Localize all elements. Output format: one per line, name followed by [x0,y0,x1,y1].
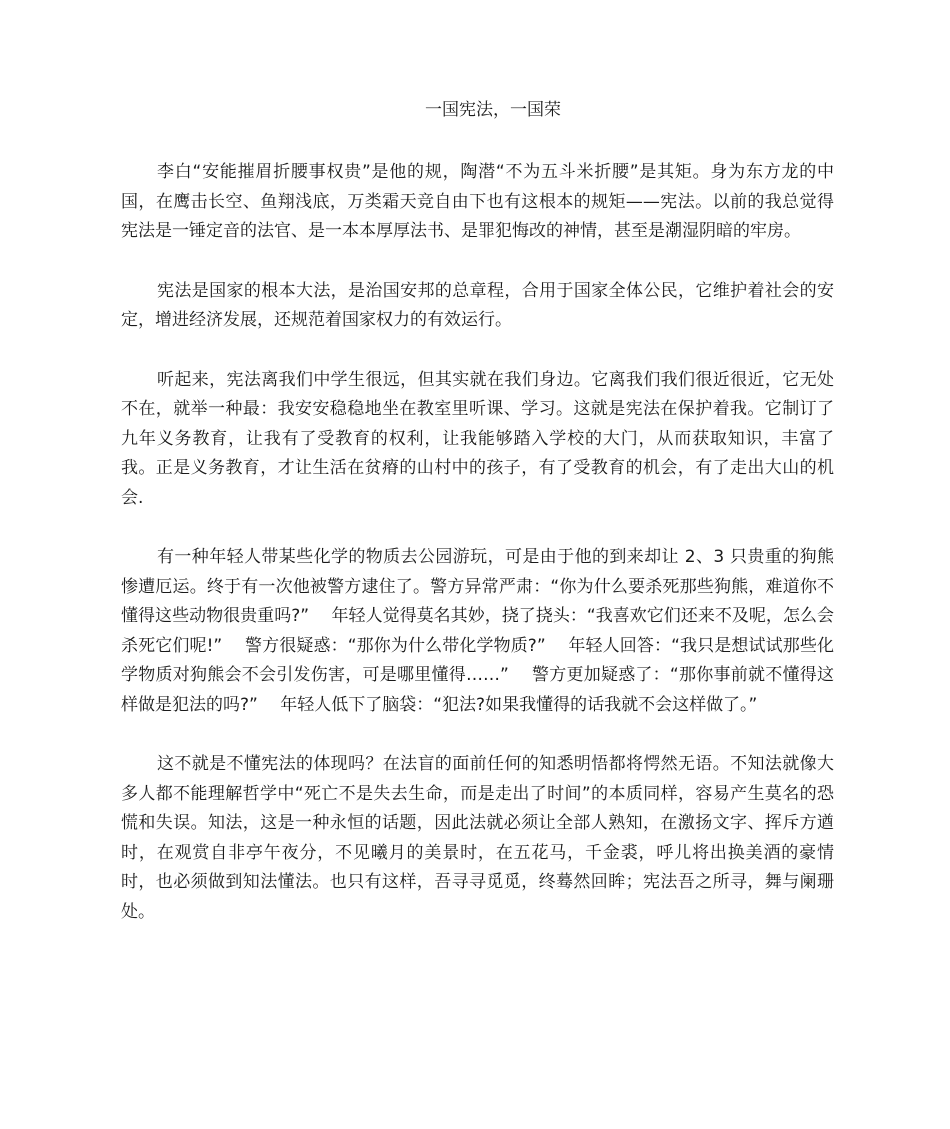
paragraph: 听起来，宪法离我们中学生很远，但其实就在我们身边。它离我们我们很近很近，它无处不在，就举一种最：我安安稳稳地坐在教室里听课、学习。这就是宪法在保护着我。它制订了九年义务教育，让我有了受教育的权利，让我能够踏入学校的大门，从而获取知识，丰富了我。正是义务教育，才让生活在贫瘠的山村中的孩子，有了受教育的机会，有了走出大山的机会. [121,369,834,508]
document-title: 一国宪法，一国荣 [425,100,561,120]
paragraph: 有一种年轻人带某些化学的物质去公园游玩，可是由于他的到来却让 2、3 只贵重的狗熊惨遭厄运。终于有一次他被警方逮住了。警方异常严肃：“你为什么要杀死那些狗熊，难道你不懂得这些动物很贵重吗?” 年轻人觉得莫名其妙，挠了挠头：“我喜欢它们还来不及呢，怎么会杀死它们呢!” 警方很疑惑：“那你为什么带化学物质?” 年轻人回答：“我只是想试试那些化学物质对狗熊会不会引发伤害，可是哪里懂得……” 警方更加疑惑了：“那你事前就不懂得这样做是犯法的吗?” 年轻人低下了脑袋：“犯法?如果我懂得的话我就不会这样做了。” [121,547,834,715]
paragraph: 李白“安能摧眉折腰事权贵”是他的规，陶潜“不为五斗米折腰”是其矩。身为东方龙的中国，在鹰击长空、鱼翔浅底，万类霜天竞自由下也有这根本的规矩——宪法。以前的我总觉得宪法是一锤定音的法官、是一本本厚厚法书、是罪犯悔改的神情，甚至是潮湿阴暗的牢房。 [121,162,834,241]
document-body [121,158,834,957]
paragraph: 宪法是国家的根本大法，是治国安邦的总章程，合用于国家全体公民，它维护着社会的安定，增进经济发展，还规范着国家权力的有效运行。 [121,280,834,330]
paragraph: 这不就是不懂宪法的体现吗？在法盲的面前任何的知悉明悟都将愕然无语。不知法就像大多人都不能理解哲学中“死亡不是失去生命，而是走出了时间”的本质同样，容易产生莫名的恐慌和失误。知法，这是一种永恒的话题，因此法就必须让全部人熟知，在激扬文字、挥斥方遒时，在观赏自非亭午夜分，不见曦月的美景时，在五花马，千金裘，呼儿将出换美酒的豪情时，也必须做到知法懂法。也只有这样，吾寻寻觅觅，终蓦然回眸；宪法吾之所寻，舞与阑珊处。 [121,754,834,922]
